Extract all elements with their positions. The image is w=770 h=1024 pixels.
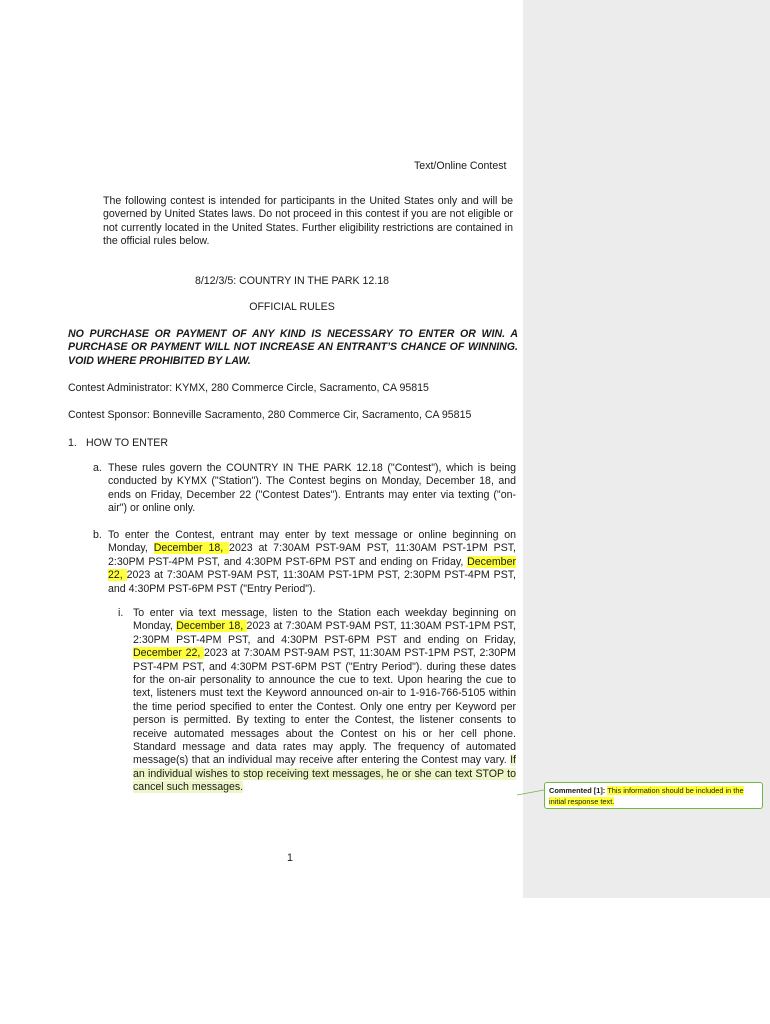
comment-balloon[interactable] (544, 782, 763, 809)
item-b-text-part: To enter the Contest, entrant may enter by text message or online beginning on Monday, (108, 529, 516, 555)
item-b-marker: b. (93, 529, 102, 541)
header-title: Text/Online Contest (414, 160, 507, 172)
contest-code: 8/12/3/5: COUNTRY IN THE PARK 12.18 (194, 275, 390, 287)
item-b-text-part: 2023 at 7:30AM PST-9AM PST, 11:30AM PST-1PM PST, 2:30PM PST-4PM PST, and 4:30PM PST-6PM PST ("Entry Period"). (108, 569, 516, 595)
highlighted-date: December 22, (133, 647, 204, 660)
highlighted-date: December 18, (176, 620, 247, 633)
official-rules-heading: OFFICIAL RULES (249, 301, 335, 313)
commented-text[interactable]: If an individual wishes to stop receiving text messages, he or she can text STOP to cancel such messages. (133, 754, 516, 794)
intro-paragraph: The following contest is intended for participants in the United States only and will be governed by United States laws. Do not proceed in this contest if you are not eligible or not currently located in the United States. Further eligibility restrictions are contained in the official rules below. (103, 195, 513, 248)
section-number: 1. (68, 437, 77, 449)
highlighted-date: December 18, (153, 542, 230, 555)
item-b-text-part: 2023 at 7:30AM PST-9AM PST, 11:30AM PST-1PM PST, 2:30PM PST-4PM PST, and 4:30PM PST-6PM PST and ending on Friday, (108, 542, 517, 568)
contest-administrator: Contest Administrator: KYMX, 280 Commerce Circle, Sacramento, CA 95815 (68, 382, 429, 394)
item-i-text-part: 2023 at 7:30AM PST-9AM PST, 11:30AM PST-1PM PST, 2:30PM PST-4PM PST, and 4:30PM PST-6PM PST ("Entry Period"). during these dates for the on-air personality to announce the cue to text. Upon hearing the cue to text, listeners must text the Keyword announced on-air to 1-916-766-5105 within the time period specified to enter the Contest. Only one entry per Keyword per person is permitted. By texting to enter the Contest, the listener consents to receive automated messages about the Contest on his or her cell phone. Standard message and data rates may apply. The frequency of automated message(s) that an individual may receive after entering the Contest may vary. (133, 647, 517, 767)
comment-label: Commented [1]: (549, 786, 606, 795)
item-i-marker: i. (118, 607, 124, 619)
section-heading: HOW TO ENTER (86, 437, 169, 449)
highlighted-date: December 22, (108, 555, 516, 582)
item-a-text: These rules govern the COUNTRY IN THE PARK 12.18 ("Contest"), which is being conducted by KYMX ("Station"). The Contest begins on Monday, December 18, and ends on Friday, December 22 ("Contest Dates"). Entrants may enter via texting ("on-air") or online only. (108, 462, 516, 515)
contest-sponsor: Contest Sponsor: Bonneville Sacramento, 280 Commerce Cir, Sacramento, CA 95815 (68, 409, 472, 421)
disclaimer: NO PURCHASE OR PAYMENT OF ANY KIND IS NECESSARY TO ENTER OR WIN. A PURCHASE OR PAYMENT WILL NOT INCREASE AN ENTRANT’S CHANCE OF WINNING. VOID WHERE PROHIBITED BY LAW. (68, 328, 518, 367)
comment-text: This information should be included in the initial response text. (549, 786, 744, 806)
item-i-text-part: 2023 at 7:30AM PST-9AM PST, 11:30AM PST-1PM PST, 2:30PM PST-4PM PST, and 4:30PM PST-6PM PST and ending on Friday, (133, 620, 517, 646)
item-a-marker: a. (93, 462, 102, 474)
page-number: 1 (287, 852, 293, 864)
item-i-text-part: To enter via text message, listen to the Station each weekday beginning on Monday, (133, 607, 516, 633)
